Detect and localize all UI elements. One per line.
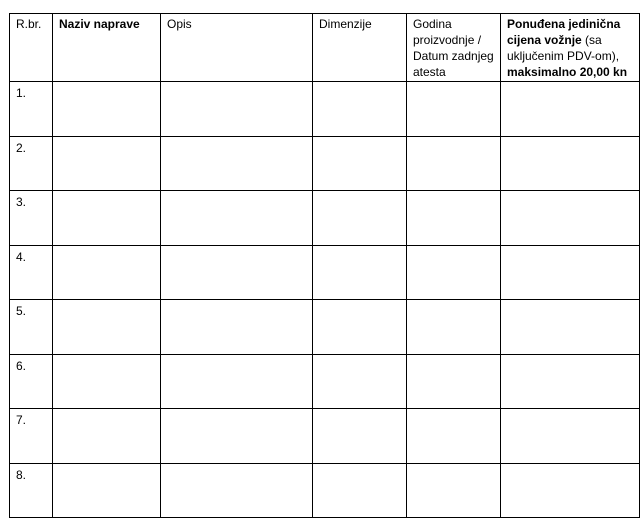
header-godina-proizvodnje: Godina proizvodnje / Datum zadnjeg atesta	[407, 14, 501, 82]
header-dimenzije: Dimenzije	[313, 14, 407, 82]
table-row	[10, 82, 640, 137]
cell-cijena[interactable]	[501, 136, 640, 191]
header-cijena-title: Ponuđena jedinična cijena vožnje	[507, 17, 621, 47]
cell-godina[interactable]	[407, 245, 501, 300]
header-cijena-max: maksimalno 20,00 kn	[507, 65, 628, 79]
header-rbr: R.br.	[10, 14, 53, 82]
cell-godina[interactable]	[407, 136, 501, 191]
row-number: 8.	[10, 463, 53, 518]
header-cijena-note: (sa uključenim PDV-om),	[507, 33, 620, 63]
table-row	[10, 463, 640, 518]
header-opis: Opis	[161, 14, 313, 82]
cell-opis[interactable]	[161, 191, 313, 246]
cell-dimenzije[interactable]	[313, 300, 407, 355]
cell-godina[interactable]	[407, 82, 501, 137]
cell-opis[interactable]	[161, 409, 313, 464]
row-number: 4.	[10, 245, 53, 300]
cell-cijena[interactable]	[501, 191, 640, 246]
cell-dimenzije[interactable]	[313, 191, 407, 246]
cell-dimenzije[interactable]	[313, 409, 407, 464]
row-number: 6.	[10, 354, 53, 409]
cell-naziv[interactable]	[53, 409, 161, 464]
table-row	[10, 136, 640, 191]
cell-godina[interactable]	[407, 463, 501, 518]
document-page	[9, 13, 640, 518]
row-number: 1.	[10, 82, 53, 137]
cell-cijena[interactable]	[501, 463, 640, 518]
cell-cijena[interactable]	[501, 245, 640, 300]
cell-godina[interactable]	[407, 354, 501, 409]
cell-dimenzije[interactable]	[313, 354, 407, 409]
cell-naziv[interactable]	[53, 245, 161, 300]
cell-godina[interactable]	[407, 409, 501, 464]
cell-cijena[interactable]	[501, 409, 640, 464]
table-row	[10, 191, 640, 246]
table-row	[10, 245, 640, 300]
cell-naziv[interactable]	[53, 82, 161, 137]
table-row	[10, 354, 640, 409]
cell-naziv[interactable]	[53, 463, 161, 518]
table-row	[10, 300, 640, 355]
row-number: 3.	[10, 191, 53, 246]
cell-opis[interactable]	[161, 300, 313, 355]
table-row	[10, 409, 640, 464]
cell-cijena[interactable]	[501, 300, 640, 355]
header-row	[10, 14, 640, 82]
cell-dimenzije[interactable]	[313, 245, 407, 300]
cell-opis[interactable]	[161, 136, 313, 191]
cell-dimenzije[interactable]	[313, 463, 407, 518]
cell-cijena[interactable]	[501, 82, 640, 137]
row-number: 2.	[10, 136, 53, 191]
header-cijena	[501, 14, 640, 82]
cell-opis[interactable]	[161, 245, 313, 300]
row-number: 7.	[10, 409, 53, 464]
header-naziv-naprave: Naziv naprave	[53, 14, 161, 82]
row-number: 5.	[10, 300, 53, 355]
cell-opis[interactable]	[161, 463, 313, 518]
cell-opis[interactable]	[161, 82, 313, 137]
cell-godina[interactable]	[407, 300, 501, 355]
offer-table	[9, 13, 640, 518]
cell-cijena[interactable]	[501, 354, 640, 409]
cell-naziv[interactable]	[53, 191, 161, 246]
cell-naziv[interactable]	[53, 136, 161, 191]
cell-opis[interactable]	[161, 354, 313, 409]
cell-godina[interactable]	[407, 191, 501, 246]
cell-naziv[interactable]	[53, 354, 161, 409]
cell-naziv[interactable]	[53, 300, 161, 355]
cell-dimenzije[interactable]	[313, 82, 407, 137]
cell-dimenzije[interactable]	[313, 136, 407, 191]
